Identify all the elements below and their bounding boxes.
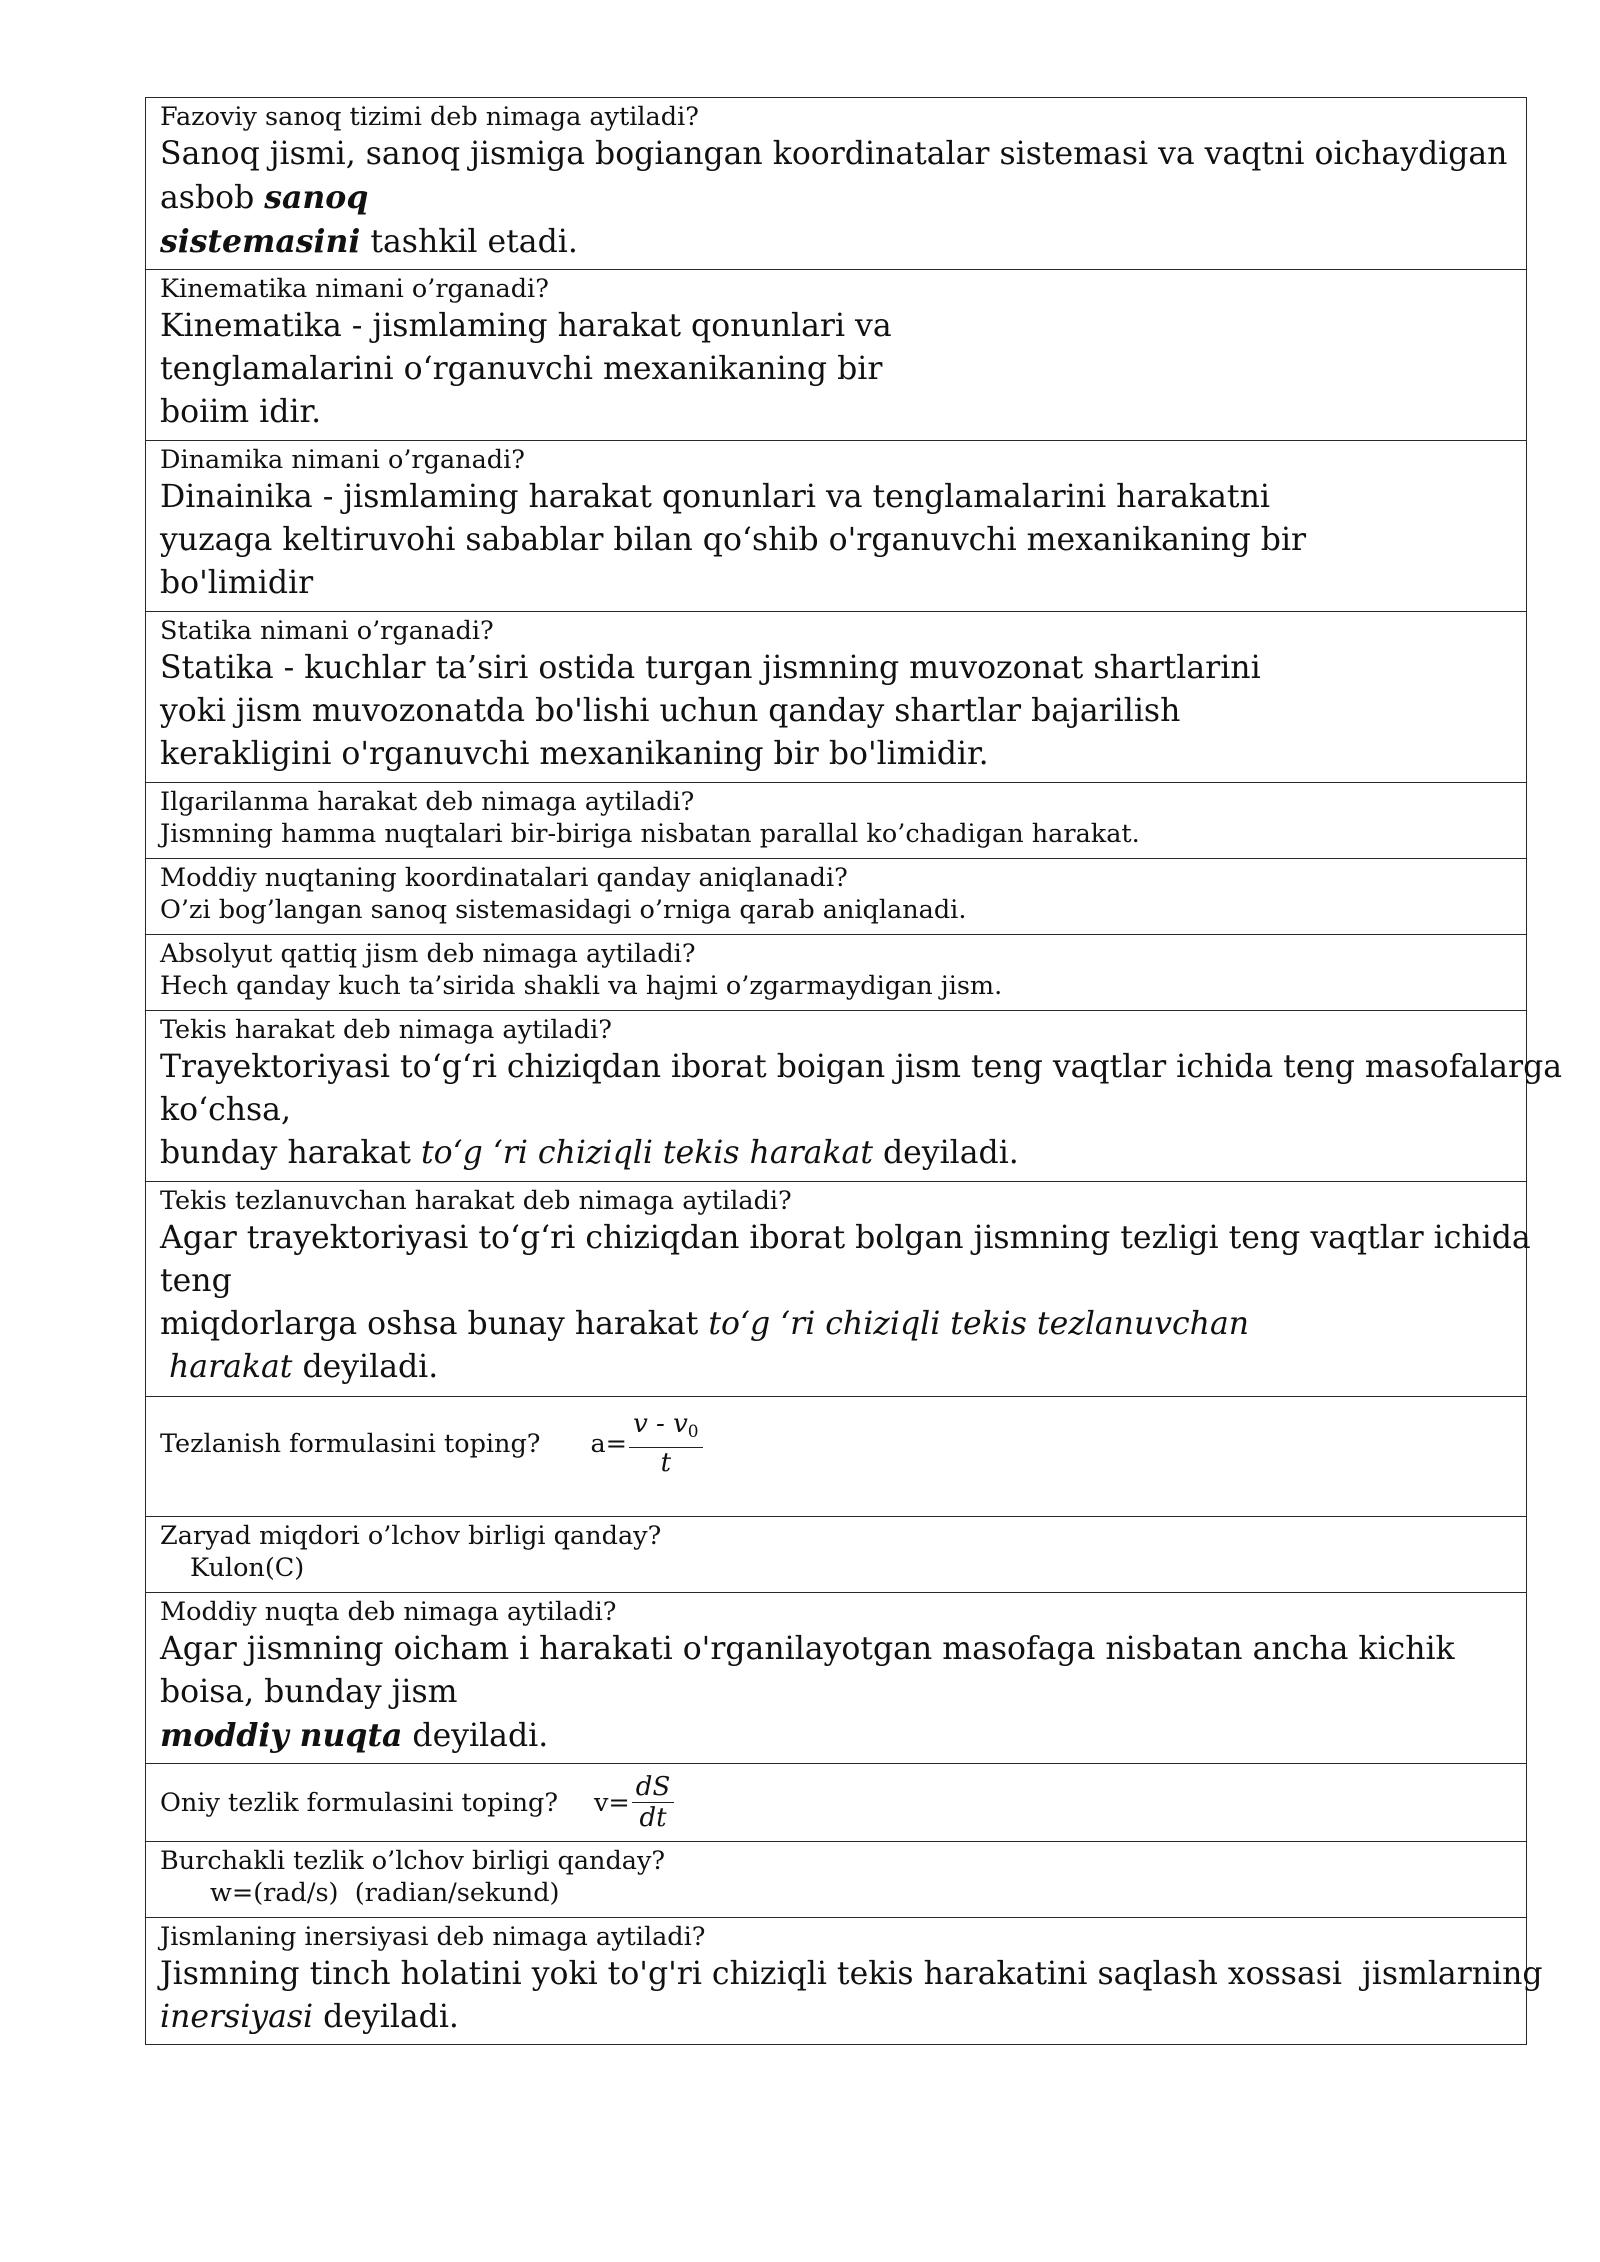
formula-line bbox=[160, 1409, 1514, 1478]
answer-line: Trayektoriyasi to‘g‘ri chiziqdan iborat boigan jism teng vaqtlar ichida teng masofalarga bbox=[160, 1049, 1563, 1085]
emphasis-term: sanoq bbox=[264, 179, 369, 216]
question-text: Tekis tezlanuvchan harakat deb nimaga aytiladi? bbox=[160, 1186, 792, 1216]
answer-fragment: deyiladi. bbox=[292, 1349, 439, 1385]
emphasis-term: harakat bbox=[169, 1349, 293, 1385]
table-cell bbox=[146, 1918, 1543, 2045]
table-row bbox=[146, 783, 1527, 859]
formula-numerator: dS bbox=[632, 1772, 674, 1803]
answer-line: Agar jismning oicham i harakati o'rganilayotgan masofaga nisbatan ancha kichik bbox=[160, 1631, 1455, 1667]
answer-line: Kinematika - jismlaming harakat qonunlari va bbox=[160, 308, 892, 344]
answer-text: O’zi bog’langan sanoq sistemasidagi o’rniga qarab aniqlanadi. bbox=[160, 895, 967, 925]
answer-line: yoki jism muvozonatda bo'lishi uchun qanday shartlar bajarilish bbox=[160, 693, 1181, 729]
answer-line: kerakligini o'rganuvchi mexanikaning bir bo'limidir. bbox=[160, 736, 989, 772]
formula-subscript: 0 bbox=[687, 1422, 699, 1442]
table-cell bbox=[146, 1182, 1531, 1397]
answer-text bbox=[160, 305, 1514, 434]
answer-line: Statika - kuchlar ta’siri ostida turgan jismning muvozonat shartlarini bbox=[160, 650, 1261, 686]
question-text: Burchakli tezlik o’lchov birligi qanday? bbox=[160, 1846, 666, 1876]
question-text: Statika nimani o’rganadi? bbox=[160, 616, 494, 646]
question-text: Moddiy nuqtaning koordinatalari qanday aniqlanadi? bbox=[160, 863, 848, 893]
answer-line bbox=[160, 1714, 1514, 1758]
answer-text: Hech qanday kuch ta’sirida shakli va hajmi o’zgarmaydigan jism. bbox=[160, 971, 1003, 1001]
table-cell bbox=[146, 612, 1527, 783]
formula-numerator-text: v - v bbox=[633, 1409, 688, 1439]
question-text: Absolyut qattiq jism deb nimaga aytiladi? bbox=[160, 939, 696, 969]
acceleration-formula bbox=[629, 1409, 703, 1478]
answer-text bbox=[160, 647, 1514, 776]
table-row bbox=[146, 1842, 1527, 1918]
answer-fragment: bunday harakat bbox=[160, 1135, 421, 1171]
table-row bbox=[146, 270, 1527, 441]
question-text: Ilgarilanma harakat deb nimaga aytiladi? bbox=[160, 787, 695, 817]
table-cell bbox=[146, 270, 1527, 441]
table-row bbox=[146, 859, 1527, 935]
table-cell bbox=[146, 783, 1527, 859]
answer-line bbox=[160, 1303, 1514, 1346]
table-cell bbox=[146, 1517, 1527, 1593]
answer-text: Jismning hamma nuqtalari bir-biriga nisbatan parallal ko’chadigan harakat. bbox=[160, 819, 1140, 849]
document-page bbox=[145, 97, 1563, 2045]
answer-line bbox=[160, 220, 1514, 264]
table-cell bbox=[146, 1397, 1527, 1517]
formula-numerator bbox=[629, 1409, 703, 1448]
answer-text bbox=[160, 1953, 1543, 2039]
answer-line: tenglamalarini o‘rganuvchi mexanikaning bir bbox=[160, 351, 883, 387]
answer-line bbox=[160, 176, 1514, 220]
answer-line: Dinainika - jismlaming harakat qonunlari va tenglamalarini harakatni bbox=[160, 479, 1270, 515]
emphasis-term: to‘g ‘ri chiziqli tekis tezlanuvchan bbox=[708, 1306, 1250, 1342]
table-row bbox=[146, 612, 1527, 783]
answer-fragment: miqdorlarga oshsa bunay harakat bbox=[160, 1306, 709, 1342]
question-text: Tekis harakat deb nimaga aytiladi? bbox=[160, 1015, 612, 1045]
table-row bbox=[146, 98, 1527, 270]
answer-line: yuzaga keltiruvohi sabablar bilan qo‘shib o'rganuvchi mexanikaning bir bbox=[160, 522, 1307, 558]
formula-lhs: v= bbox=[594, 1787, 630, 1818]
table-cell bbox=[146, 1011, 1563, 1182]
answer-line: boiim idir. bbox=[160, 394, 322, 430]
table-cell bbox=[146, 441, 1527, 612]
answer-line: teng bbox=[160, 1263, 232, 1299]
answer-line bbox=[160, 1132, 1514, 1175]
table-cell bbox=[146, 935, 1527, 1011]
answer-text bbox=[160, 476, 1514, 605]
answer-line: boisa, bunday jism bbox=[160, 1674, 458, 1710]
table-cell bbox=[146, 1593, 1527, 1764]
answer-line: bo'limidir bbox=[160, 565, 314, 601]
table-cell bbox=[146, 859, 1527, 935]
emphasis-term: to‘g ‘ri chiziqli tekis harakat bbox=[420, 1135, 873, 1171]
table-row bbox=[146, 1011, 1527, 1182]
answer-line bbox=[160, 1996, 1514, 2039]
formula-line bbox=[160, 1772, 1514, 1833]
table-row bbox=[146, 1764, 1527, 1842]
question-text: Jismlaning inersiyasi deb nimaga aytiladi? bbox=[160, 1922, 706, 1952]
table-row bbox=[146, 1397, 1527, 1517]
answer-text: w=(rad/s) (radian/sekund) bbox=[210, 1878, 560, 1908]
table-row bbox=[146, 1593, 1527, 1764]
question-text: Tezlanish formulasini toping? bbox=[160, 1428, 541, 1459]
formula-denominator: dt bbox=[639, 1803, 667, 1833]
table-row bbox=[146, 1918, 1527, 2045]
question-text: Kinematika nimani o’rganadi? bbox=[160, 274, 549, 304]
answer-fragment: deyiladi. bbox=[313, 1999, 459, 2035]
table-row bbox=[146, 1517, 1527, 1593]
answer-line: ko‘chsa, bbox=[160, 1092, 291, 1128]
answer-text bbox=[160, 1046, 1563, 1175]
answer-text bbox=[160, 133, 1514, 264]
answer-fragment: deyiladi. bbox=[402, 1718, 549, 1754]
question-text: Dinamika nimani o’rganadi? bbox=[160, 445, 525, 475]
answer-text: Kulon(C) bbox=[190, 1553, 305, 1583]
velocity-formula bbox=[632, 1772, 674, 1833]
qa-table bbox=[145, 97, 1563, 2045]
answer-line bbox=[160, 1346, 1514, 1389]
answer-line: Agar trayektoriyasi to‘g‘ri chiziqdan iborat bolgan jismning tezligi teng vaqtlar ichida bbox=[160, 1220, 1531, 1256]
answer-fragment: deyiladi. bbox=[872, 1135, 1019, 1171]
formula-lhs: a= bbox=[590, 1428, 628, 1459]
answer-text bbox=[160, 1217, 1531, 1389]
table-row bbox=[146, 441, 1527, 612]
question-text: Moddiy nuqta deb nimaga aytiladi? bbox=[160, 1597, 617, 1627]
formula-denominator: t bbox=[660, 1448, 672, 1478]
question-text: Zaryad miqdori o’lchov birligi qanday? bbox=[160, 1521, 662, 1551]
table-cell bbox=[146, 98, 1527, 270]
question-text: Fazoviy sanoq tizimi deb nimaga aytiladi? bbox=[160, 102, 699, 132]
answer-fragment: tashkil etadi. bbox=[360, 224, 578, 260]
emphasis-term: moddiy nuqta bbox=[160, 1717, 403, 1754]
answer-line: Sanoq jismi, sanoq jismiga bogiangan koordinatalar sistemasi va vaqtni oichaydigan bbox=[160, 136, 1508, 172]
emphasis-term: sistemasini bbox=[160, 223, 361, 260]
table-row bbox=[146, 935, 1527, 1011]
table-cell bbox=[146, 1842, 1527, 1918]
answer-text bbox=[160, 1628, 1514, 1758]
answer-fragment: asbob bbox=[160, 180, 265, 216]
emphasis-term: inersiyasi bbox=[160, 1999, 314, 2035]
answer-line: Jismning tinch holatini yoki to'g'ri chiziqli tekis harakatini saqlash xossasi jismlarning bbox=[160, 1956, 1543, 1992]
table-cell bbox=[146, 1764, 1527, 1842]
table-row bbox=[146, 1182, 1527, 1397]
question-text: Oniy tezlik formulasini toping? bbox=[160, 1787, 559, 1818]
